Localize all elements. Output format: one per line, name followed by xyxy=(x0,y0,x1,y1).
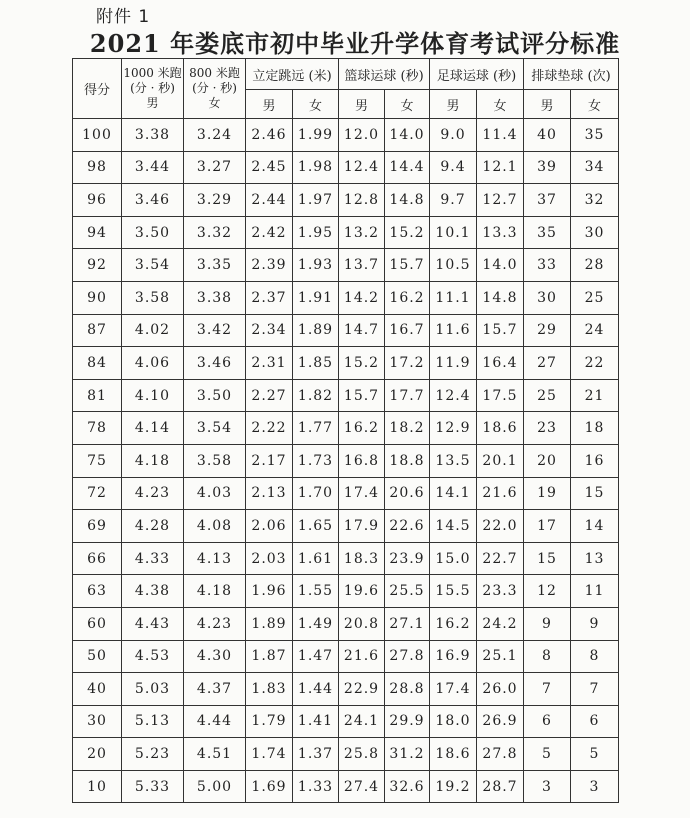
cell-run-800: 4.18 xyxy=(184,575,246,608)
cell-football-male: 17.4 xyxy=(430,673,477,706)
table-row xyxy=(73,607,619,640)
cell-jump-male: 1.83 xyxy=(246,673,293,706)
table-row xyxy=(73,542,619,575)
cell-volleyball-male: 12 xyxy=(524,575,571,608)
cell-basketball-male: 20.8 xyxy=(339,607,385,640)
cell-basketball-male: 13.2 xyxy=(339,216,385,249)
cell-basketball-male: 15.2 xyxy=(339,347,385,380)
table-row xyxy=(73,510,619,543)
table-row xyxy=(73,412,619,445)
cell-football-male: 16.2 xyxy=(430,607,477,640)
header-male: 男 xyxy=(246,90,293,119)
header-football: 足球运球 (秒) xyxy=(430,59,524,90)
cell-run-1000: 4.43 xyxy=(122,607,184,640)
cell-volleyball-male: 6 xyxy=(524,705,571,738)
cell-score: 96 xyxy=(73,184,122,217)
header-female: 女 xyxy=(293,90,339,119)
document-title: 2021 年娄底市初中毕业升学体育考试评分标准 xyxy=(89,29,621,58)
cell-run-800: 3.27 xyxy=(184,151,246,184)
cell-run-800: 4.08 xyxy=(184,510,246,543)
table-row xyxy=(73,216,619,249)
cell-football-male: 10.5 xyxy=(430,249,477,282)
cell-football-female: 26.0 xyxy=(477,673,524,706)
cell-run-1000: 4.10 xyxy=(122,379,184,412)
cell-jump-female: 1.61 xyxy=(293,542,339,575)
cell-run-800: 3.29 xyxy=(184,184,246,217)
cell-volleyball-male: 23 xyxy=(524,412,571,445)
header-volleyball: 排球垫球 (次) xyxy=(524,59,619,90)
cell-basketball-female: 28.8 xyxy=(385,673,430,706)
cell-run-800: 3.50 xyxy=(184,379,246,412)
cell-run-1000: 3.38 xyxy=(122,119,184,152)
cell-football-female: 11.4 xyxy=(477,119,524,152)
table-row xyxy=(73,640,619,673)
cell-score: 78 xyxy=(73,412,122,445)
cell-basketball-female: 17.2 xyxy=(385,347,430,380)
cell-volleyball-male: 7 xyxy=(524,673,571,706)
cell-volleyball-male: 29 xyxy=(524,314,571,347)
cell-football-male: 14.5 xyxy=(430,510,477,543)
cell-volleyball-female: 34 xyxy=(571,151,619,184)
cell-score: 40 xyxy=(73,673,122,706)
cell-football-female: 17.5 xyxy=(477,379,524,412)
cell-football-male: 18.0 xyxy=(430,705,477,738)
table-row xyxy=(73,770,619,803)
cell-jump-male: 2.27 xyxy=(246,379,293,412)
cell-basketball-male: 16.8 xyxy=(339,444,385,477)
cell-run-800: 3.42 xyxy=(184,314,246,347)
cell-basketball-male: 16.2 xyxy=(339,412,385,445)
cell-volleyball-male: 20 xyxy=(524,444,571,477)
cell-football-male: 15.5 xyxy=(430,575,477,608)
cell-run-800: 4.51 xyxy=(184,738,246,771)
cell-jump-male: 2.42 xyxy=(246,216,293,249)
cell-football-female: 14.0 xyxy=(477,249,524,282)
header-female: 女 xyxy=(571,90,619,119)
cell-run-800: 5.00 xyxy=(184,770,246,803)
table-row xyxy=(73,673,619,706)
cell-score: 100 xyxy=(73,119,122,152)
cell-basketball-female: 17.7 xyxy=(385,379,430,412)
cell-jump-female: 1.98 xyxy=(293,151,339,184)
cell-volleyball-female: 18 xyxy=(571,412,619,445)
cell-score: 87 xyxy=(73,314,122,347)
cell-football-male: 11.9 xyxy=(430,347,477,380)
cell-basketball-male: 24.1 xyxy=(339,705,385,738)
table-row xyxy=(73,705,619,738)
cell-football-male: 9.4 xyxy=(430,151,477,184)
header-male: 男 xyxy=(524,90,571,119)
cell-jump-male: 2.06 xyxy=(246,510,293,543)
cell-score: 81 xyxy=(73,379,122,412)
cell-jump-female: 1.70 xyxy=(293,477,339,510)
cell-volleyball-female: 15 xyxy=(571,477,619,510)
cell-run-1000: 5.13 xyxy=(122,705,184,738)
cell-football-male: 15.0 xyxy=(430,542,477,575)
cell-football-female: 22.7 xyxy=(477,542,524,575)
cell-run-800: 4.13 xyxy=(184,542,246,575)
cell-football-male: 11.6 xyxy=(430,314,477,347)
cell-score: 84 xyxy=(73,347,122,380)
cell-volleyball-female: 24 xyxy=(571,314,619,347)
table-row xyxy=(73,575,619,608)
cell-basketball-male: 21.6 xyxy=(339,640,385,673)
cell-jump-female: 1.44 xyxy=(293,673,339,706)
cell-run-800: 3.58 xyxy=(184,444,246,477)
table-row xyxy=(73,444,619,477)
cell-football-male: 12.9 xyxy=(430,412,477,445)
cell-score: 10 xyxy=(73,770,122,803)
cell-jump-female: 1.99 xyxy=(293,119,339,152)
cell-volleyball-male: 40 xyxy=(524,119,571,152)
cell-volleyball-female: 6 xyxy=(571,705,619,738)
cell-jump-male: 1.87 xyxy=(246,640,293,673)
cell-basketball-male: 14.2 xyxy=(339,281,385,314)
table-row xyxy=(73,379,619,412)
cell-run-1000: 5.23 xyxy=(122,738,184,771)
cell-volleyball-male: 37 xyxy=(524,184,571,217)
cell-jump-female: 1.89 xyxy=(293,314,339,347)
table-row xyxy=(73,184,619,217)
cell-jump-male: 2.13 xyxy=(246,477,293,510)
cell-football-male: 19.2 xyxy=(430,770,477,803)
cell-football-female: 25.1 xyxy=(477,640,524,673)
cell-score: 72 xyxy=(73,477,122,510)
cell-football-female: 28.7 xyxy=(477,770,524,803)
cell-football-female: 23.3 xyxy=(477,575,524,608)
cell-basketball-male: 12.4 xyxy=(339,151,385,184)
score-table xyxy=(72,58,619,803)
cell-jump-male: 2.45 xyxy=(246,151,293,184)
table-row xyxy=(73,151,619,184)
cell-football-male: 9.0 xyxy=(430,119,477,152)
cell-jump-female: 1.65 xyxy=(293,510,339,543)
cell-basketball-male: 13.7 xyxy=(339,249,385,282)
header-run-1000 xyxy=(122,59,184,119)
cell-score: 50 xyxy=(73,640,122,673)
cell-football-male: 9.7 xyxy=(430,184,477,217)
cell-basketball-male: 22.9 xyxy=(339,673,385,706)
cell-volleyball-male: 33 xyxy=(524,249,571,282)
cell-football-female: 12.7 xyxy=(477,184,524,217)
header-run-800 xyxy=(184,59,246,119)
cell-run-800: 4.37 xyxy=(184,673,246,706)
cell-basketball-female: 14.8 xyxy=(385,184,430,217)
cell-jump-male: 1.69 xyxy=(246,770,293,803)
header-run-1000-gender: 男 xyxy=(146,96,159,110)
header-long-jump: 立定跳远 (米) xyxy=(246,59,339,90)
cell-jump-female: 1.77 xyxy=(293,412,339,445)
cell-basketball-female: 22.6 xyxy=(385,510,430,543)
header-female: 女 xyxy=(385,90,430,119)
cell-basketball-female: 15.2 xyxy=(385,216,430,249)
cell-football-female: 26.9 xyxy=(477,705,524,738)
cell-score: 66 xyxy=(73,542,122,575)
cell-football-female: 24.2 xyxy=(477,607,524,640)
table-row xyxy=(73,347,619,380)
cell-run-800: 3.46 xyxy=(184,347,246,380)
table-row xyxy=(73,119,619,152)
cell-score: 94 xyxy=(73,216,122,249)
cell-run-800: 3.35 xyxy=(184,249,246,282)
cell-run-1000: 3.44 xyxy=(122,151,184,184)
header-run-1000-unit: (分 · 秒) xyxy=(130,81,175,95)
cell-basketball-female: 27.8 xyxy=(385,640,430,673)
cell-run-1000: 3.46 xyxy=(122,184,184,217)
cell-football-male: 11.1 xyxy=(430,281,477,314)
cell-run-1000: 4.53 xyxy=(122,640,184,673)
cell-run-800: 3.24 xyxy=(184,119,246,152)
cell-basketball-male: 15.7 xyxy=(339,379,385,412)
cell-volleyball-male: 8 xyxy=(524,640,571,673)
cell-score: 69 xyxy=(73,510,122,543)
cell-run-1000: 4.33 xyxy=(122,542,184,575)
cell-volleyball-male: 15 xyxy=(524,542,571,575)
header-score: 得分 xyxy=(73,59,122,119)
cell-volleyball-female: 7 xyxy=(571,673,619,706)
table-row xyxy=(73,477,619,510)
cell-football-female: 20.1 xyxy=(477,444,524,477)
cell-football-male: 16.9 xyxy=(430,640,477,673)
cell-football-female: 13.3 xyxy=(477,216,524,249)
cell-run-1000: 4.18 xyxy=(122,444,184,477)
cell-volleyball-female: 11 xyxy=(571,575,619,608)
cell-jump-female: 1.55 xyxy=(293,575,339,608)
table-row xyxy=(73,249,619,282)
cell-basketball-male: 17.9 xyxy=(339,510,385,543)
cell-football-female: 22.0 xyxy=(477,510,524,543)
cell-jump-female: 1.82 xyxy=(293,379,339,412)
cell-volleyball-male: 39 xyxy=(524,151,571,184)
cell-basketball-female: 23.9 xyxy=(385,542,430,575)
cell-volleyball-female: 35 xyxy=(571,119,619,152)
cell-volleyball-male: 5 xyxy=(524,738,571,771)
cell-run-800: 4.44 xyxy=(184,705,246,738)
cell-volleyball-male: 30 xyxy=(524,281,571,314)
header-run-800-label: 800 米跑 xyxy=(189,66,240,80)
header-basketball: 篮球运球 (秒) xyxy=(339,59,430,90)
cell-score: 30 xyxy=(73,705,122,738)
cell-jump-male: 2.22 xyxy=(246,412,293,445)
score-table-body xyxy=(73,119,619,803)
cell-football-male: 14.1 xyxy=(430,477,477,510)
cell-run-800: 3.54 xyxy=(184,412,246,445)
cell-basketball-male: 12.0 xyxy=(339,119,385,152)
cell-basketball-female: 14.4 xyxy=(385,151,430,184)
header-female: 女 xyxy=(477,90,524,119)
cell-volleyball-male: 27 xyxy=(524,347,571,380)
cell-run-800: 3.38 xyxy=(184,281,246,314)
cell-jump-female: 1.41 xyxy=(293,705,339,738)
cell-basketball-female: 18.8 xyxy=(385,444,430,477)
cell-basketball-female: 15.7 xyxy=(385,249,430,282)
cell-score: 60 xyxy=(73,607,122,640)
cell-score: 20 xyxy=(73,738,122,771)
cell-run-800: 4.30 xyxy=(184,640,246,673)
cell-football-male: 12.4 xyxy=(430,379,477,412)
cell-jump-male: 1.96 xyxy=(246,575,293,608)
header-run-800-gender: 女 xyxy=(208,96,221,110)
cell-run-1000: 5.03 xyxy=(122,673,184,706)
cell-football-male: 13.5 xyxy=(430,444,477,477)
cell-football-female: 12.1 xyxy=(477,151,524,184)
cell-jump-female: 1.85 xyxy=(293,347,339,380)
cell-score: 90 xyxy=(73,281,122,314)
table-row xyxy=(73,281,619,314)
cell-jump-male: 2.31 xyxy=(246,347,293,380)
cell-basketball-female: 32.6 xyxy=(385,770,430,803)
header-male: 男 xyxy=(339,90,385,119)
cell-basketball-female: 20.6 xyxy=(385,477,430,510)
cell-run-1000: 3.54 xyxy=(122,249,184,282)
cell-jump-female: 1.73 xyxy=(293,444,339,477)
cell-jump-male: 2.37 xyxy=(246,281,293,314)
cell-jump-female: 1.47 xyxy=(293,640,339,673)
header-run-1000-label: 1000 米跑 xyxy=(123,66,182,80)
cell-volleyball-female: 21 xyxy=(571,379,619,412)
cell-volleyball-female: 3 xyxy=(571,770,619,803)
cell-jump-female: 1.95 xyxy=(293,216,339,249)
cell-basketball-male: 17.4 xyxy=(339,477,385,510)
cell-jump-female: 1.91 xyxy=(293,281,339,314)
cell-basketball-female: 18.2 xyxy=(385,412,430,445)
cell-run-1000: 3.50 xyxy=(122,216,184,249)
cell-volleyball-male: 9 xyxy=(524,607,571,640)
cell-run-800: 4.03 xyxy=(184,477,246,510)
cell-jump-female: 1.33 xyxy=(293,770,339,803)
cell-basketball-female: 16.2 xyxy=(385,281,430,314)
cell-basketball-male: 27.4 xyxy=(339,770,385,803)
cell-jump-female: 1.97 xyxy=(293,184,339,217)
cell-run-1000: 4.28 xyxy=(122,510,184,543)
cell-run-800: 3.32 xyxy=(184,216,246,249)
cell-volleyball-female: 16 xyxy=(571,444,619,477)
cell-run-1000: 4.02 xyxy=(122,314,184,347)
cell-run-1000: 4.14 xyxy=(122,412,184,445)
cell-volleyball-female: 30 xyxy=(571,216,619,249)
cell-basketball-male: 19.6 xyxy=(339,575,385,608)
cell-run-800: 4.23 xyxy=(184,607,246,640)
cell-jump-male: 2.46 xyxy=(246,119,293,152)
cell-basketball-female: 31.2 xyxy=(385,738,430,771)
cell-jump-male: 1.74 xyxy=(246,738,293,771)
cell-volleyball-female: 8 xyxy=(571,640,619,673)
cell-basketball-female: 27.1 xyxy=(385,607,430,640)
table-row xyxy=(73,738,619,771)
cell-basketball-male: 14.7 xyxy=(339,314,385,347)
cell-run-1000: 5.33 xyxy=(122,770,184,803)
cell-volleyball-female: 5 xyxy=(571,738,619,771)
cell-football-female: 16.4 xyxy=(477,347,524,380)
cell-basketball-male: 18.3 xyxy=(339,542,385,575)
cell-basketball-male: 12.8 xyxy=(339,184,385,217)
cell-volleyball-male: 19 xyxy=(524,477,571,510)
header-male: 男 xyxy=(430,90,477,119)
cell-jump-female: 1.37 xyxy=(293,738,339,771)
cell-jump-female: 1.93 xyxy=(293,249,339,282)
cell-jump-male: 1.79 xyxy=(246,705,293,738)
cell-football-female: 15.7 xyxy=(477,314,524,347)
cell-volleyball-male: 35 xyxy=(524,216,571,249)
cell-volleyball-female: 28 xyxy=(571,249,619,282)
annex-label: 附件 1 xyxy=(96,7,151,27)
cell-score: 98 xyxy=(73,151,122,184)
cell-volleyball-female: 9 xyxy=(571,607,619,640)
cell-score: 63 xyxy=(73,575,122,608)
cell-jump-male: 2.39 xyxy=(246,249,293,282)
cell-basketball-male: 25.8 xyxy=(339,738,385,771)
cell-volleyball-female: 32 xyxy=(571,184,619,217)
cell-volleyball-male: 17 xyxy=(524,510,571,543)
cell-football-female: 27.8 xyxy=(477,738,524,771)
cell-football-female: 21.6 xyxy=(477,477,524,510)
header-run-800-unit: (分 · 秒) xyxy=(192,81,237,95)
cell-basketball-female: 16.7 xyxy=(385,314,430,347)
cell-score: 92 xyxy=(73,249,122,282)
cell-jump-male: 2.17 xyxy=(246,444,293,477)
cell-run-1000: 3.58 xyxy=(122,281,184,314)
cell-football-female: 18.6 xyxy=(477,412,524,445)
cell-volleyball-female: 13 xyxy=(571,542,619,575)
cell-jump-female: 1.49 xyxy=(293,607,339,640)
cell-volleyball-male: 3 xyxy=(524,770,571,803)
cell-football-male: 18.6 xyxy=(430,738,477,771)
cell-jump-male: 2.44 xyxy=(246,184,293,217)
cell-basketball-female: 14.0 xyxy=(385,119,430,152)
cell-jump-male: 2.34 xyxy=(246,314,293,347)
cell-run-1000: 4.06 xyxy=(122,347,184,380)
cell-basketball-female: 29.9 xyxy=(385,705,430,738)
cell-jump-male: 1.89 xyxy=(246,607,293,640)
cell-football-male: 10.1 xyxy=(430,216,477,249)
cell-score: 75 xyxy=(73,444,122,477)
cell-basketball-female: 25.5 xyxy=(385,575,430,608)
cell-jump-male: 2.03 xyxy=(246,542,293,575)
cell-volleyball-female: 14 xyxy=(571,510,619,543)
cell-run-1000: 4.23 xyxy=(122,477,184,510)
cell-volleyball-female: 25 xyxy=(571,281,619,314)
cell-volleyball-female: 22 xyxy=(571,347,619,380)
cell-volleyball-male: 25 xyxy=(524,379,571,412)
cell-run-1000: 4.38 xyxy=(122,575,184,608)
table-row xyxy=(73,314,619,347)
cell-football-female: 14.8 xyxy=(477,281,524,314)
